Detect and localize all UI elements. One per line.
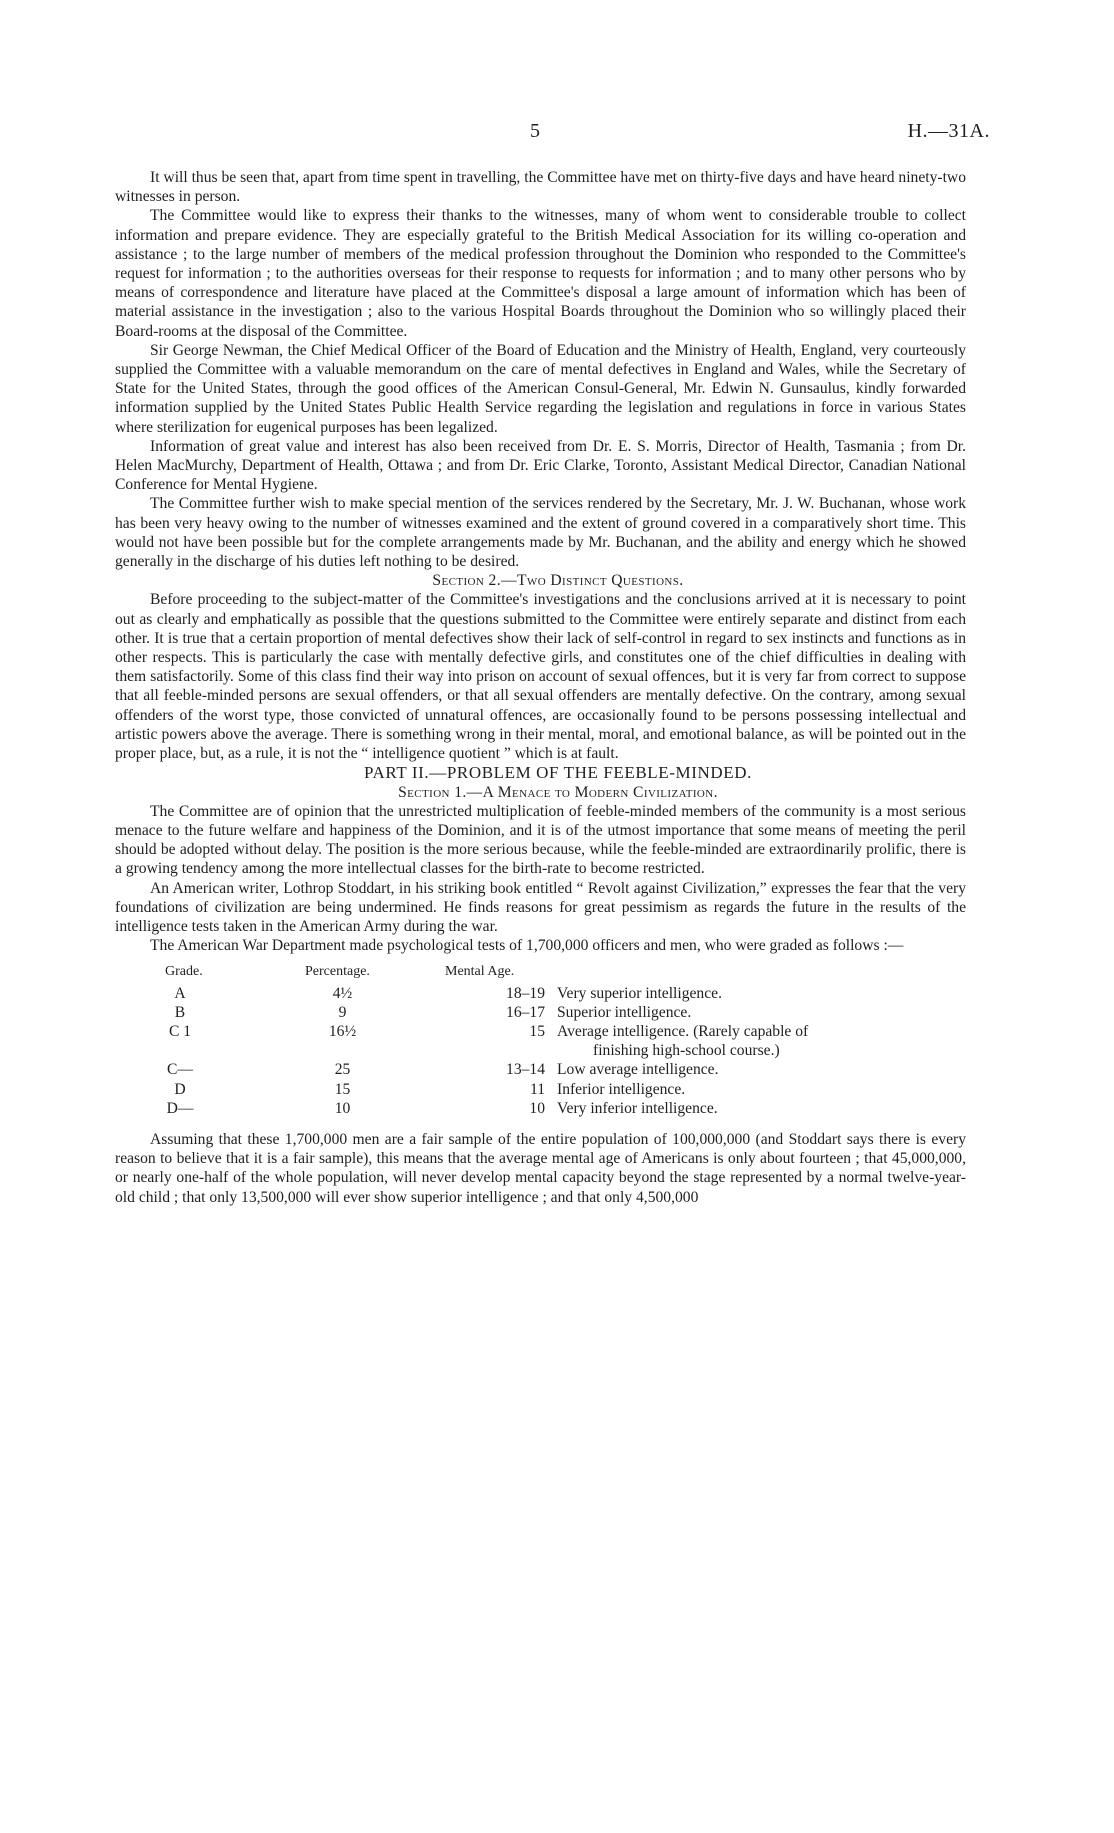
grade-cell: C 1: [168, 1022, 192, 1040]
column-header-mental-age: Mental Age.: [445, 964, 515, 980]
paragraph: The Committee would like to express their thanks to the witnesses, many of whom went to considerable trouble to collect information and prepare evidence. They are especially grateful to the British Medical Association for its willing co-operation and assistance ; to the large number of members of the medical profession throughout the Dominion who responded to the Committee's request for information ; to the authorities overseas for their response to requests for information ; and to many other persons who by means of correspondence and literature have placed at the Committee's disposal a large amount of information which has been of material assistance in the investigation ; also to the various Hospital Boards throughout the Dominion who so willingly placed their Board-rooms at the disposal of the Committee.: [115, 207, 966, 340]
table-row: [165, 1022, 897, 1060]
description-cell: Very superior intelligence.: [557, 984, 722, 1002]
grade-cell: D—: [166, 1099, 194, 1117]
section-2-heading: Section 2.—Two Distinct Questions.: [432, 572, 684, 590]
percentage-cell: 25: [334, 1061, 351, 1079]
description-cell: Inferior intelligence.: [557, 1080, 686, 1098]
description-cell: Superior intelligence.: [557, 1003, 692, 1021]
mental-age-cell: 13–14: [506, 1061, 545, 1079]
mental-age-cell: 15: [529, 1022, 545, 1040]
grades-table: [165, 962, 897, 1118]
document-reference: H.—31A.: [907, 120, 990, 142]
table-row: [165, 1080, 897, 1099]
paragraph: The American War Department made psychological tests of 1,700,000 officers and men, who were graded as follows :—: [150, 937, 904, 955]
table-header-row: [165, 962, 897, 983]
table-row: [165, 1099, 897, 1118]
part-2-heading: PART II.—PROBLEM OF THE FEEBLE-MINDED.: [364, 763, 752, 783]
percentage-cell: 10: [334, 1099, 351, 1117]
grade-cell: B: [174, 1003, 186, 1021]
column-header-grade: Grade.: [165, 964, 203, 980]
description-continuation: finishing high-school course.): [593, 1042, 780, 1060]
description-line: Average intelligence. (Rarely capable of: [557, 1022, 809, 1040]
section-1-heading: Section 1.—A Menace to Modern Civilization.: [398, 783, 718, 801]
grade-cell: D: [174, 1080, 186, 1098]
grade-cell: A: [174, 984, 186, 1002]
percentage-cell: 16½: [328, 1022, 357, 1040]
table-row: [165, 1003, 897, 1022]
paragraph: An American writer, Lothrop Stoddart, in his striking book entitled “ Revolt against Civilization,” expresses the fear that the very foundations of civilization are being undermined. He finds reasons for great pessimism as regards the future in the results of the intelligence tests taken in the American Army during the war.: [115, 879, 966, 935]
mental-age-cell: 10: [529, 1099, 545, 1117]
table-row: [165, 984, 897, 1003]
description-cell: [557, 1022, 897, 1060]
page-number: 5: [530, 120, 540, 142]
percentage-cell: 9: [338, 1003, 347, 1021]
description-cell: Very inferior intelligence.: [557, 1099, 718, 1117]
paragraph: Information of great value and interest has also been received from Dr. E. S. Morris, Director of Health, Tasmania ; from Dr. Helen MacMurchy, Department of Health, Ottawa ; and from Dr. Eric Clarke, Toronto, Assistant Medical Director, Canadian National Conference for Mental Hygiene.: [115, 437, 966, 494]
paragraph: The Committee further wish to make special mention of the services rendered by the Secretary, Mr. J. W. Buchanan, whose work has been very heavy owing to the number of witnesses examined and the extent of ground covered in a comparatively short time. This would not have been possible but for the complete arrangements made by Mr. Buchanan, and the ability and energy which he showed generally in the discharge of his duties left nothing to be desired.: [115, 495, 966, 571]
paragraph: It will thus be seen that, apart from time spent in travelling, the Committee have met on thirty-five days and have heard ninety-two witnesses in person.: [115, 169, 966, 206]
column-header-percentage: Percentage.: [305, 964, 370, 980]
mental-age-cell: 16–17: [506, 1003, 545, 1021]
mental-age-cell: 11: [529, 1080, 545, 1098]
percentage-cell: 4½: [332, 984, 353, 1002]
percentage-cell: 15: [334, 1080, 351, 1098]
paragraph: Assuming that these 1,700,000 men are a fair sample of the entire population of 100,000,000 (and Stoddart says there is every reason to believe that it is a fair sample), this means that the average mental age of Americans is only about fourteen ; that 45,000,000, or nearly one-half of the whole population, will never develop mental capacity beyond the stage represented by a normal twelve-year-old child ; that only 13,500,000 will ever show superior intelligence ; and that only 4,500,000: [115, 1130, 966, 1206]
description-cell: Low average intelligence.: [557, 1061, 719, 1079]
page-header: [0, 120, 1114, 150]
grade-cell: C—: [167, 1061, 193, 1079]
page-body: [115, 168, 966, 1207]
paragraph: Sir George Newman, the Chief Medical Officer of the Board of Education and the Ministry of Health, England, very courteously supplied the Committee with a valuable memorandum on the care of mental defectives in England and Wales, while the Secretary of State for the United States, through the good offices of the American Consul-General, Mr. Edwin N. Gunsaulus, kindly forwarded information supplied by the United States Public Health Service regarding the legislation and regulations in force in various States where sterilization for eugenical purposes has been legalized.: [115, 341, 966, 436]
paragraph: Before proceeding to the subject-matter of the Committee's investigations and the conclusions arrived at it is necessary to point out as clearly and emphatically as possible that the questions submitted to the Committee were entirely separate and distinct from each other. It is true that a certain proportion of mental defectives show their lack of self-control in regard to sex instincts and functions as in other respects. This is particularly the case with mentally defective girls, and constitutes one of the chief difficulties in dealing with them satisfactorily. Some of this class find their way into prison on account of sexual offences, but it is very far from correct to suppose that all feeble-minded persons are sexual offenders, or that all sexual offenders are mentally defective. On the contrary, among sexual offenders of the worst type, those convicted of unnatural offences, are occasionally found to be persons possessing intellectual and artistic powers above the average. There is something wrong in their mental, moral, and emotional balance, as will be pointed out in the proper place, but, as a rule, it is not the “ intelligence quotient ” which is at fault.: [115, 591, 966, 763]
mental-age-cell: 18–19: [506, 984, 545, 1002]
table-row: [165, 1060, 897, 1079]
paragraph: The Committee are of opinion that the unrestricted multiplication of feeble-minded members of the community is a most serious menace to the future welfare and happiness of the Dominion, and it is of the utmost importance that some means of meeting the peril should be adopted without delay. The position is the more serious because, while the feeble-minded are extraordinarily prolific, there is a growing tendency among the more intellectual classes for the birth-rate to become restricted.: [115, 802, 966, 878]
